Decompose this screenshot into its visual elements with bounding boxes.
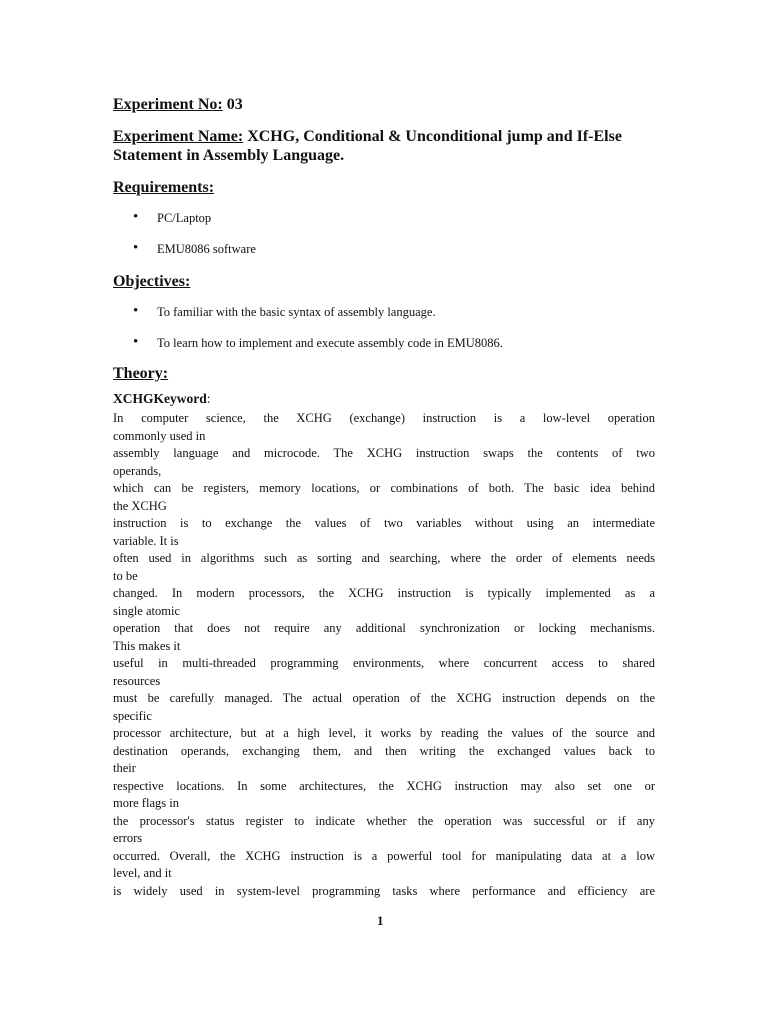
experiment-name-label: Experiment Name:: [113, 128, 244, 145]
paragraph-line: must be carefully managed. The actual operation of the XCHG instruction depends on the: [113, 691, 655, 705]
xchg-keyword-heading: [113, 391, 211, 407]
paragraph-line: processor architecture, but at a high level, it works by reading the values of the source and: [113, 726, 655, 740]
paragraph-line: the processor's status register to indicate whether the operation was successful or if any: [113, 813, 655, 828]
page-number: 1: [377, 913, 384, 928]
objectives-heading: Objectives:: [113, 273, 191, 290]
paragraph-line: single atomic: [113, 603, 180, 618]
paragraph-line: variable. It is: [113, 533, 179, 548]
paragraph-line: commonly used in: [113, 428, 206, 443]
paragraph-line: operation that does not require any additional synchronization or locking mechanisms.: [113, 621, 655, 635]
xchg-keyword-colon: :: [206, 391, 211, 406]
list-item: • PC/Laptop: [133, 210, 256, 241]
paragraph-line: the XCHG: [113, 498, 167, 513]
xchg-keyword-title: XCHGKeyword: [113, 391, 207, 406]
requirements-list: [133, 210, 256, 272]
experiment-number-value: 03: [222, 96, 243, 113]
paragraph-line: respective locations. In some architectures, the XCHG instruction may also set one or: [113, 778, 655, 793]
paragraph-line: their: [113, 761, 136, 775]
list-item: • To familiar with the basic syntax of assembly language.: [133, 304, 503, 335]
experiment-number: [113, 96, 243, 114]
paragraph-line: assembly language and microcode. The XCHG instruction swaps the contents of two: [113, 446, 655, 460]
paragraph-line: In computer science, the XCHG (exchange) instruction is a low-level operation: [113, 411, 655, 425]
paragraph-line: to be: [113, 568, 138, 583]
paragraph-line: occurred. Overall, the XCHG instruction is a powerful tool for manipulating data at a low: [113, 848, 655, 863]
requirements-heading: Requirements:: [113, 179, 215, 196]
list-item: • EMU8086 software: [133, 241, 256, 272]
paragraph-line: destination operands, exchanging them, and then writing the exchanged values back to: [113, 743, 655, 758]
paragraph-line: specific: [113, 708, 152, 723]
list-item: • To learn how to implement and execute assembly code in EMU8086.: [133, 335, 503, 366]
paragraph-line: operands,: [113, 463, 162, 478]
experiment-number-label: Experiment No:: [113, 96, 223, 113]
paragraph-line: This makes it: [113, 638, 181, 653]
theory-paragraph: [113, 410, 655, 900]
paragraph-line: often used in algorithms such as sorting and searching, where the order of elements needs: [113, 551, 655, 565]
paragraph-line: useful in multi-threaded programming environments, where concurrent access to shared: [113, 656, 655, 670]
paragraph-line: level, and it: [113, 866, 172, 880]
objectives-list: [133, 304, 503, 366]
paragraph-line: resources: [113, 673, 161, 688]
paragraph-line: instruction is to exchange the values of two variables without using an intermediate: [113, 516, 655, 530]
paragraph-line: errors: [113, 831, 143, 845]
experiment-name: [113, 127, 658, 165]
paragraph-line: changed. In modern processors, the XCHG instruction is typically implemented as a: [113, 586, 655, 600]
paragraph-line: is widely used in system-level programming tasks where performance and efficiency are: [113, 883, 655, 898]
experiment-name-value: XCHG, Conditional & Unconditional jump and If-Else Statement in Assembly Language.: [113, 128, 622, 164]
paragraph-line: which can be registers, memory locations, or combinations of both. The basic idea behind: [113, 481, 655, 495]
theory-heading: Theory:: [113, 365, 169, 382]
paragraph-line: more flags in: [113, 796, 179, 810]
